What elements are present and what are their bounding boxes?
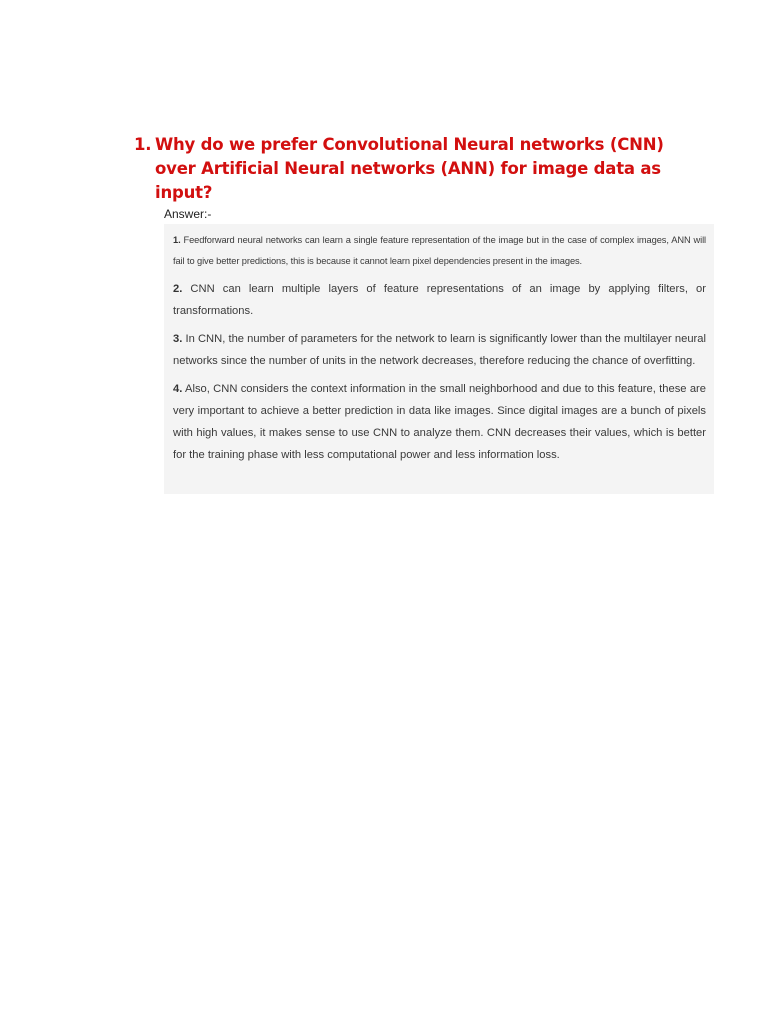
- answer-point-number: 1.: [173, 235, 181, 245]
- answer-point-number: 2.: [173, 283, 183, 295]
- answer-label: Answer:-: [164, 207, 212, 221]
- answer-point-text: In CNN, the number of parameters for the network to learn is significantly lower than the multilayer neural networks since the number of units in the network decreases, therefore reducing the chance of overfitting.: [173, 333, 706, 367]
- answer-point-number: 4.: [173, 383, 183, 395]
- answer-point-2: [173, 278, 706, 322]
- question-text: Why do we prefer Convolutional Neural networks (CNN) over Artificial Neural networks (ANN) for image data as input?: [155, 135, 664, 202]
- answer-point-4: [173, 378, 706, 466]
- answer-point-text: Also, CNN considers the context information in the small neighborhood and due to this feature, these are very important to achieve a better prediction in data like images. Since digital images are a bunch of pixels with high values, it makes sense to use CNN to analyze them. CNN decreases their values, which is better for the training phase with less computational power and less information loss.: [173, 383, 706, 461]
- answer-point-text: Feedforward neural networks can learn a single feature representation of the image but in the case of complex images, ANN will fail to give better predictions, this is because it cannot learn pixel dependencies present in the images.: [173, 235, 706, 266]
- question-number: 1.: [134, 135, 152, 154]
- answer-point-text: CNN can learn multiple layers of feature representations of an image by applying filters, or transformations.: [173, 283, 706, 317]
- answer-box: [164, 224, 714, 494]
- question-heading: [134, 133, 694, 205]
- answer-point-3: [173, 328, 706, 372]
- answer-point-1: [173, 230, 706, 272]
- answer-point-number: 3.: [173, 333, 183, 345]
